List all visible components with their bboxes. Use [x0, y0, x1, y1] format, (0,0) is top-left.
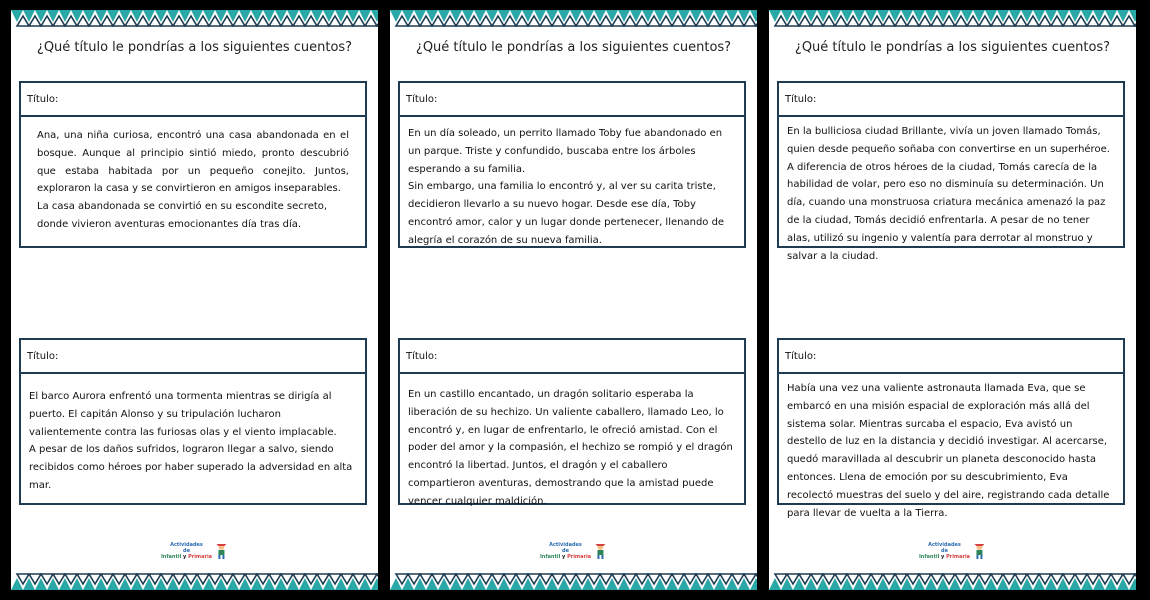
title-label: Título:	[400, 340, 744, 374]
title-label: Título:	[779, 83, 1123, 117]
decorative-border-bottom	[769, 570, 1136, 590]
decorative-border-top	[11, 10, 378, 30]
decorative-border-top	[390, 10, 757, 30]
title-label: Título:	[21, 340, 365, 374]
story-card-2	[19, 338, 367, 505]
story-card-3	[398, 81, 746, 248]
story-card-4	[398, 338, 746, 505]
kid-figure-icon	[214, 543, 228, 559]
story-paragraph: En un castillo encantado, un dragón solitario esperaba la liberación de su hechizo. Un valiente caballero, llamado Leo, lo encontró y, en lugar de enfrentarlo, le ofreció amistad. Con el poder del amor y la compasión, el hechizo se rompió y el dragón encontró la libertad. Juntos, el dragón y el caballero compartieron aventuras, demostrando que la amistad puede vencer cualquier maldición.	[408, 389, 733, 507]
border-triangle	[371, 10, 378, 22]
border-triangle	[1129, 578, 1136, 590]
title-label: Título:	[779, 340, 1123, 374]
title-label: Título:	[21, 83, 365, 117]
story-card-1	[19, 81, 367, 248]
decorative-border-bottom	[390, 570, 757, 590]
story-paragraph: La casa abandonada se convirtió en su escondite secreto, donde vivieron aventuras emocionantes día tras día.	[37, 201, 328, 230]
story-paragraph: En la bulliciosa ciudad Brillante, vivía un joven llamado Tomás, quien desde pequeño soñaba con convertirse en un superhéroe. A diferencia de otros héroes de la ciudad, Tomás carecía de la habilidad de volar, pero eso no disminuía su determinación. Un día, cuando una monstruosa criatura mecánica amenazó la paz de la ciudad, Tomás decidió enfrentarla. A pesar de no tener alas, utilizó su ingenio y valentía para derrotar al monstruo y salvar a la ciudad.	[787, 126, 1110, 262]
kid-figure-icon	[972, 543, 986, 559]
story-text	[21, 374, 365, 503]
border-triangle	[1129, 10, 1136, 22]
story-card-5	[777, 81, 1125, 262]
title-label: Título:	[400, 83, 744, 117]
story-paragraph: Sin embargo, una familia lo encontró y, al ver su carita triste, decidieron llevarlo a su nuevo hogar. Desde ese día, Toby encontró amor, calor y un lugar donde pertenecer, llenando de alegría el corazón de su nueva familia.	[408, 181, 725, 246]
story-paragraph: Ana, una niña curiosa, encontró una casa abandonada en el bosque. Aunque al principio sintió miedo, pronto descubrió que estaba habitada por un pequeño conejito. Juntos, exploraron la casa y se convirtieron en amigos inseparables.	[37, 130, 349, 195]
worksheet-page-2	[390, 10, 757, 590]
page-title: ¿Qué título le pondrías a los siguientes cuentos?	[36, 40, 353, 55]
worksheet-page-3	[769, 10, 1136, 590]
page-title: ¿Qué título le pondrías a los siguientes cuentos?	[794, 40, 1111, 55]
story-text	[779, 374, 1123, 530]
decorative-border-top	[769, 10, 1136, 30]
worksheet-page-1	[11, 10, 378, 590]
story-text	[400, 117, 744, 258]
story-text	[21, 117, 365, 242]
border-triangle	[371, 578, 378, 590]
story-text	[779, 117, 1123, 273]
decorative-border-bottom	[11, 570, 378, 590]
story-text	[400, 374, 744, 519]
page-title: ¿Qué título le pondrías a los siguientes cuentos?	[415, 40, 732, 55]
border-triangle	[750, 578, 757, 590]
publisher-logo: Actividades de Infantil y Primaria	[540, 542, 607, 560]
publisher-logo: Actividades de Infantil y Primaria	[919, 542, 986, 560]
story-paragraph: A pesar de los daños sufridos, lograron llegar a salvo, siendo recibidos como héroes por haber superado la adversidad en alta mar.	[29, 444, 353, 491]
border-triangle	[750, 10, 757, 22]
publisher-logo: Actividades de Infantil y Primaria	[161, 542, 228, 560]
story-paragraph: El barco Aurora enfrentó una tormenta mientras se dirigía al puerto. El capitán Alonso y su tripulación lucharon valientemente contra las furiosas olas y el viento implacable.	[29, 391, 337, 438]
story-card-6	[777, 338, 1125, 519]
story-paragraph: En un día soleado, un perrito llamado Toby fue abandonado en un parque. Triste y confundido, buscaba entre los árboles esperando a su familia.	[408, 128, 723, 175]
kid-figure-icon	[593, 543, 607, 559]
story-paragraph: Había una vez una valiente astronauta llamada Eva, que se embarcó en una misión espacial de exploración más allá del sistema solar. Mientras surcaba el espacio, Eva avistó un destello de luz en la distancia y decidió investigar. Al acercarse, quedó maravillada al descubrir un planeta desconocido hasta entonces. Llena de emoción por su descubrimiento, Eva recolectó muestras del suelo y del aire, registrando cada detalle para llevar de vuelta a la Tierra.	[787, 383, 1110, 519]
